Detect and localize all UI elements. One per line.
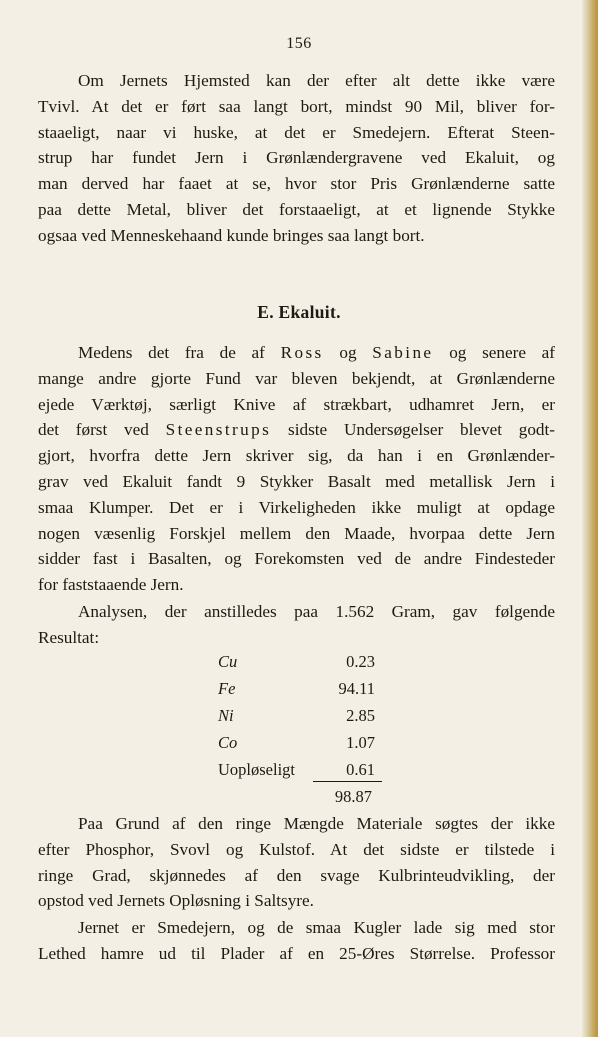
text-line: paa dette Metal, bliver det forstaaeligt, at et lignende Stykke (38, 199, 555, 219)
text-line: grav ved Ekaluit fandt 9 Stykker Basalt med metallisk Jern i (38, 471, 555, 491)
name-ross: Ross (280, 343, 324, 362)
text-line: Tvivl. At det er ført saa langt bort, mindst 90 Mil, bliver for- (38, 96, 555, 116)
element-name: Cu (218, 652, 238, 671)
text-line: ejede Værktøj, særligt Knive af strækbart, udhamret Jern, er (38, 394, 555, 414)
text-line: Analysen, der anstilledes paa 1.562 Gram, gav følgende (78, 602, 555, 621)
paragraph-phosphor (38, 811, 555, 914)
text-line: ringe Grad, skjønnedes af den svage Kulbrinteudvikling, der (38, 865, 555, 885)
paragraph-hjemsted (38, 68, 555, 249)
text-line: man derved har faaet at se, hvor stor Pris Grønlænderne satte (38, 174, 555, 194)
text-line: strup har fundet Jern i Grønlændergravene ved Ekaluit, og (38, 148, 555, 168)
element-value: 1.07 (346, 733, 375, 752)
text-line: Lethed hamre ud til Plader af en 25-Øres Størrelse. Professor (38, 943, 555, 963)
analysis-row (200, 679, 400, 706)
text-line: ogsaa ved Menneskehaand kunde bringes saa langt bort. (38, 225, 425, 245)
text-line: sidder fast i Basalten, og Forekomsten ved de andre Findesteder (38, 549, 555, 569)
analysis-row (200, 760, 400, 787)
text-fragment: det først ved (38, 420, 149, 440)
text-fragment: Medens det fra de af (78, 343, 265, 362)
analysis-total: 98.87 (334, 787, 372, 806)
name-steenstrups: Steenstrups (165, 420, 272, 440)
element-name: Uopløseligt (218, 760, 295, 779)
page-edge (582, 0, 598, 1037)
section-heading: E. Ekaluit. (257, 302, 341, 322)
text-line: Paa Grund af den ringe Mængde Materiale søgtes der ikke (78, 814, 555, 833)
text-line (38, 417, 555, 443)
paragraph-ekaluit (38, 340, 555, 598)
analysis-total-row (200, 787, 400, 811)
name-sabine: Sabine (372, 343, 434, 362)
text-line: staaeligt, naar vi huske, at det er Smedejern. Efterat Steen- (38, 122, 555, 142)
text-line: opstod ved Jernets Opløsning i Saltsyre. (38, 891, 314, 911)
text-fragment: og (339, 343, 357, 362)
element-value: 0.61 (313, 760, 382, 782)
analysis-row (200, 733, 400, 760)
element-value: 94.11 (338, 679, 375, 698)
analysis-row (200, 706, 400, 733)
element-value: 2.85 (346, 706, 375, 725)
analysis-table (200, 652, 400, 811)
text-line: efter Phosphor, Svovl og Kulstof. At det sidste er tilstede i (38, 839, 555, 859)
paragraph-smedejern (38, 915, 555, 967)
element-name: Co (218, 733, 238, 752)
text-line: nogen væsenlig Forskjel mellem den Maade, hvorpaa dette Jern (38, 523, 555, 543)
text-line: smaa Klumper. Det er i Virkeligheden ikke muligt at opdage (38, 497, 555, 517)
text-fragment: og senere af (449, 343, 555, 362)
text-line: mange andre gjorte Fund var bleven bekjendt, at Grønlænderne (38, 368, 555, 388)
text-line: for faststaaende Jern. (38, 575, 184, 595)
element-value: 0.23 (346, 652, 375, 671)
text-line (38, 340, 555, 366)
element-name: Ni (218, 706, 234, 725)
text-line: Om Jernets Hjemsted kan der efter alt dette ikke være (78, 71, 555, 90)
element-name: Fe (218, 679, 236, 698)
paragraph-analysen (38, 599, 555, 651)
text-line: Resultat: (38, 627, 100, 647)
text-line: Jernet er Smedejern, og de smaa Kugler lade sig med stor (78, 918, 555, 937)
text-line: gjort, hvorfra dette Jern skriver sig, da han i en Grønlænder- (38, 446, 555, 466)
analysis-row (200, 652, 400, 679)
page-number: 156 (286, 35, 312, 52)
text-fragment: sidste Undersøgelser blevet godt- (288, 420, 555, 440)
